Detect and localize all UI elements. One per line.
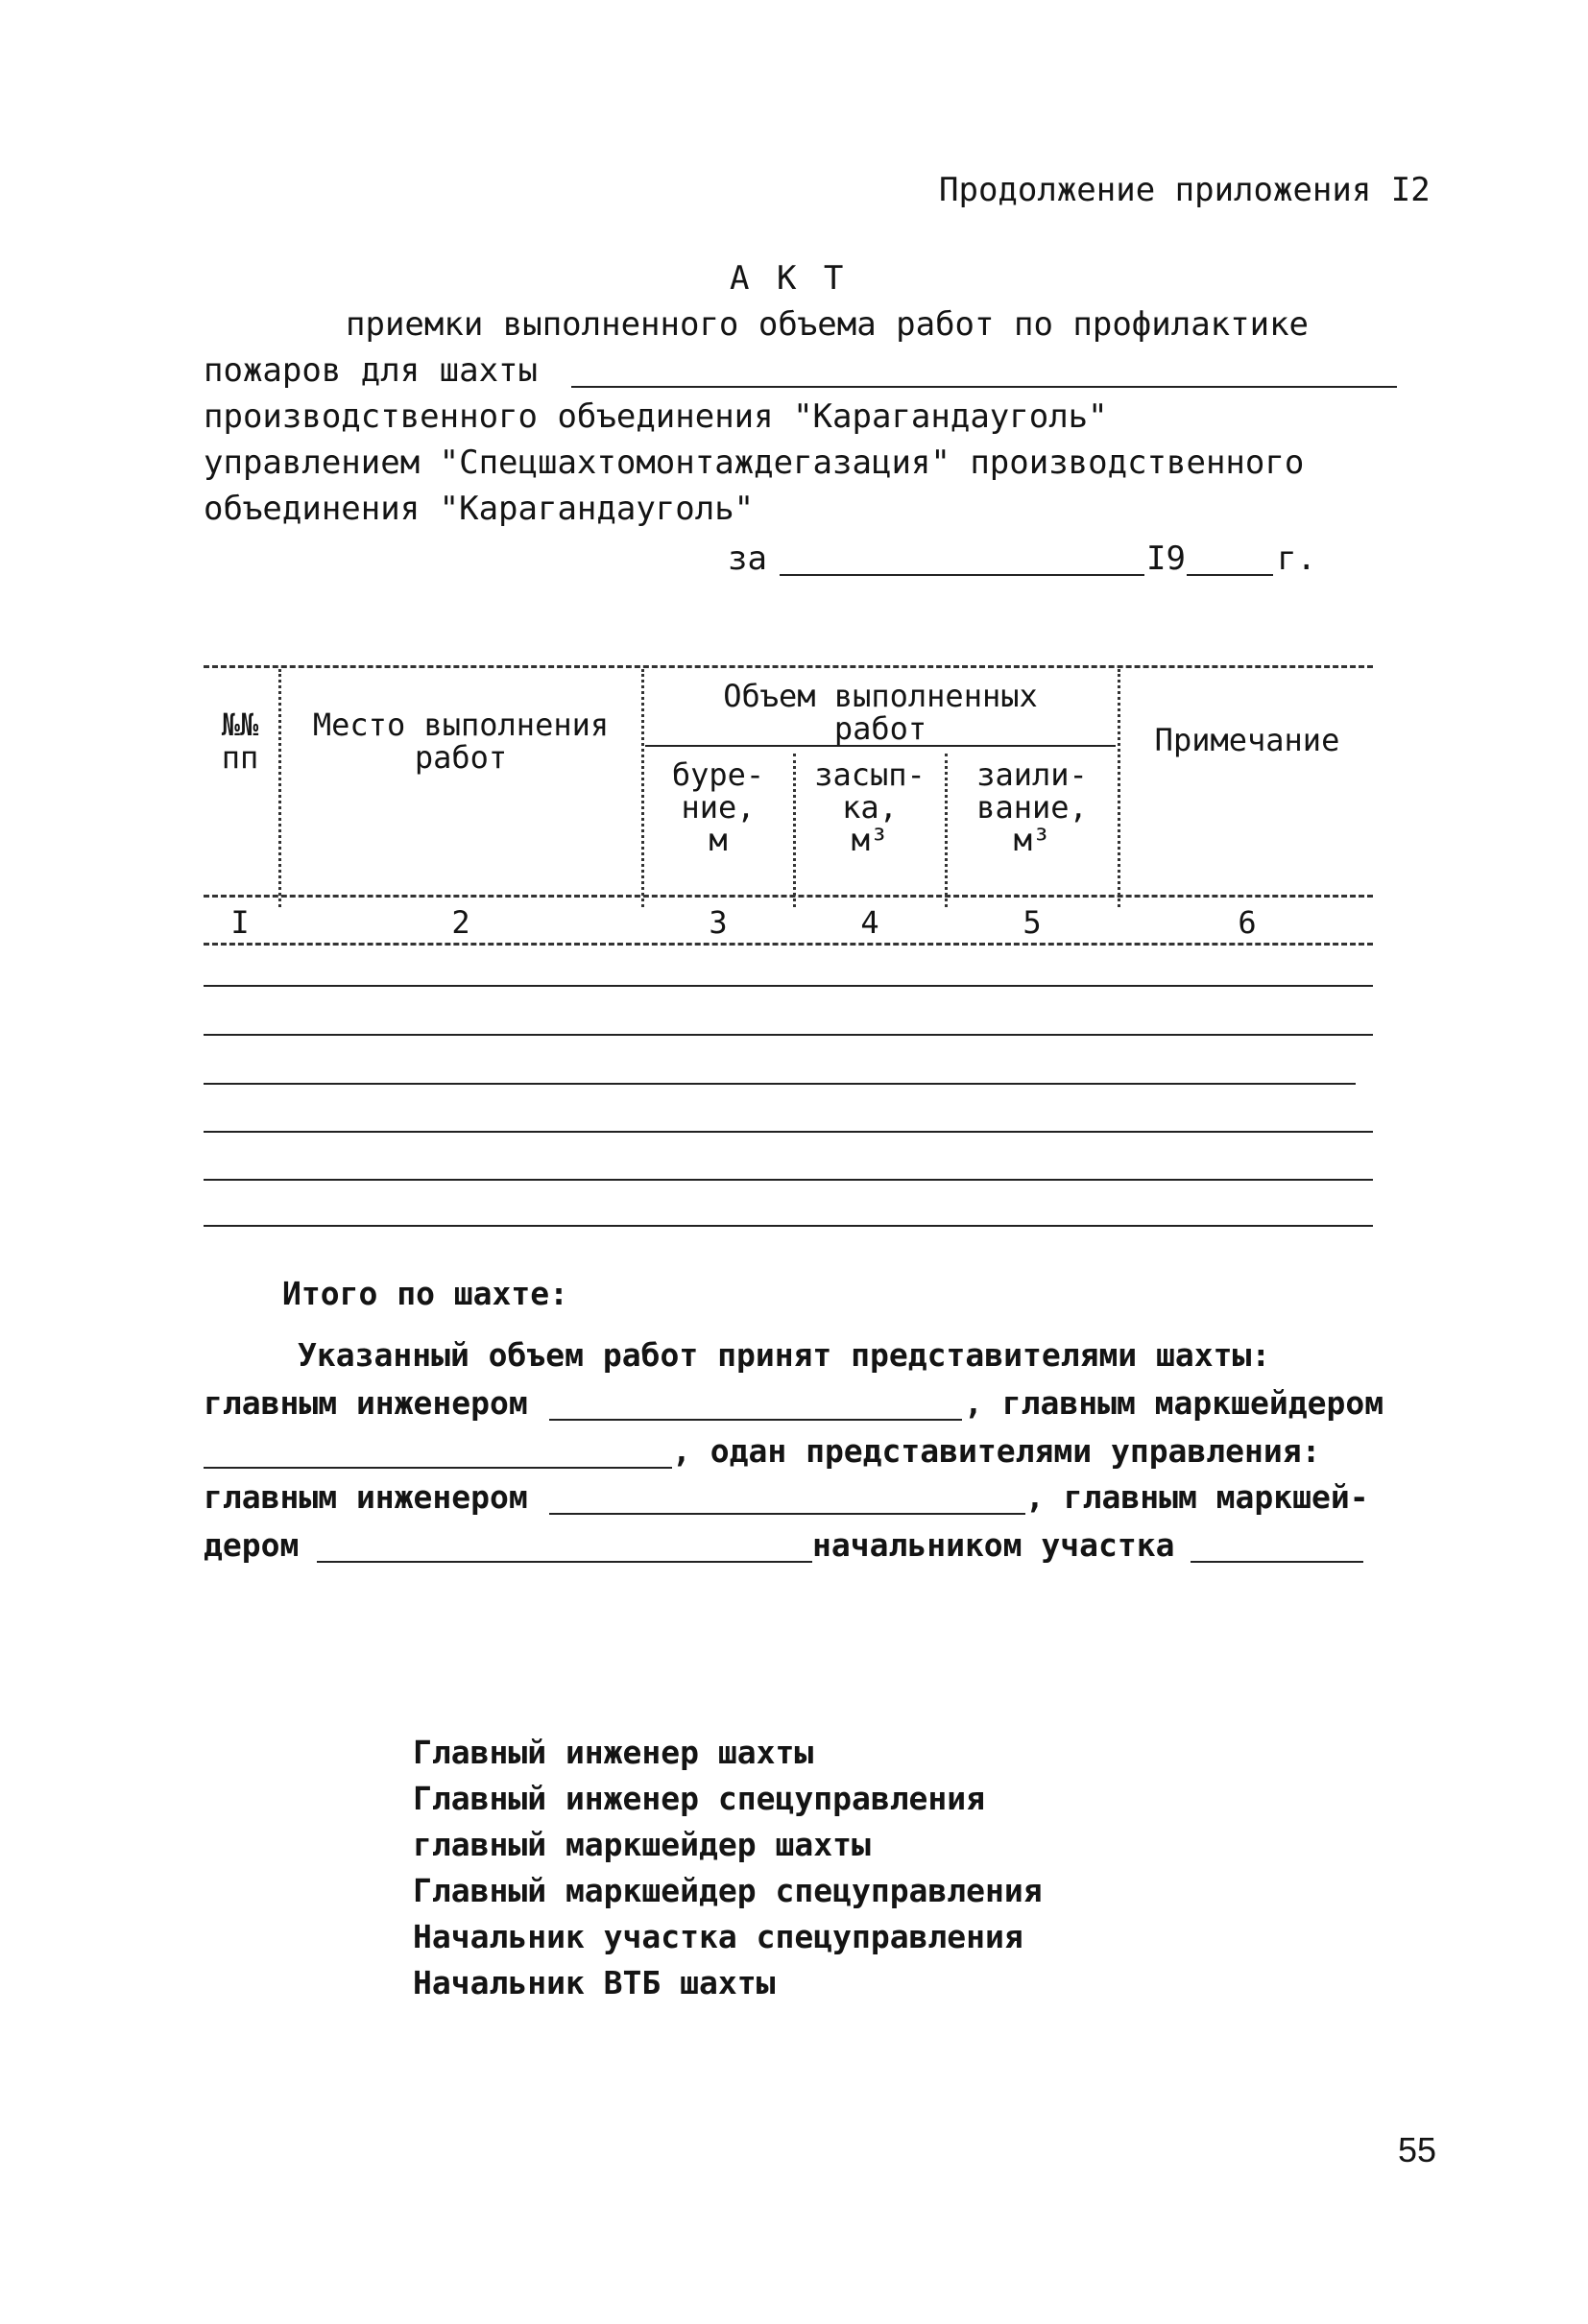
chief-surveyor-label: , главным маркшейдером [964,1384,1384,1422]
period-blank[interactable] [780,574,1144,576]
signature-line: главный маркшейдер шахты [413,1826,871,1863]
col-divider [793,754,796,907]
section-head-blank[interactable] [1191,1561,1363,1563]
signature-line: Начальник участка спецуправления [413,1918,1023,1955]
accepted-line: Указанный объем работ принят представителями шахты: [298,1336,1271,1374]
column-number: 6 [1238,904,1257,941]
column-number: 4 [860,904,879,941]
act-title: А К Т [730,259,848,298]
chief-engineer2-blank[interactable] [549,1513,1025,1515]
mine-name-blank[interactable] [571,386,1397,388]
header-cell-drilling: буре- ние, м [671,756,765,858]
chief-engineer-blank[interactable] [549,1419,962,1421]
signature-line: Главный инженер спецуправления [413,1780,986,1817]
section-head-label: начальником участка [812,1526,1175,1564]
chief-engineer-label: главным инженером [204,1384,528,1422]
column-number: I [230,904,250,941]
table-row[interactable] [204,1083,1356,1085]
table-row[interactable] [204,985,1373,987]
header-cell-volume: Объем выполненных работ [723,678,1038,747]
column-number: 2 [451,904,470,941]
header-cell-note: Примечание [1154,722,1340,758]
header-cell-place: Место выполнения работ [312,707,610,776]
act-subtitle-line5: объединения "Карагандауголь" [204,490,755,528]
signature-line: Главный маркшейдер спецуправления [413,1872,1043,1909]
header-cell-backfill: засып- ка, м³ [814,756,926,858]
numbers-bottom-border [204,943,1373,946]
year-blank[interactable] [1187,574,1273,576]
chief-engineer2-label: главным инженером [204,1478,528,1516]
chief-surveyor-blank[interactable] [204,1467,672,1469]
column-number: 5 [1023,904,1042,941]
chief-surveyor2-label: , главным маркшей- [1025,1478,1369,1516]
chief-surveyor2-blank[interactable] [317,1561,812,1563]
table-row[interactable] [204,1179,1373,1181]
col-divider [641,669,644,907]
column-number: 3 [709,904,728,941]
col-divider [1118,669,1120,907]
col-divider [278,669,281,907]
page-number: 55 [1398,2130,1437,2169]
signature-line: Главный инженер шахты [413,1734,814,1771]
header-bottom-border [204,895,1373,898]
total-label: Итого по шахте: [282,1275,569,1312]
header-cell-number: №№ пп [221,707,259,776]
handed-over-label: , одан представителями управления: [672,1432,1321,1470]
act-subtitle-line4: управлением "Спецшахтомонтаждегазация" производственного [204,443,1305,482]
continuation-header: Продолжение приложения I2 [939,171,1431,209]
col-divider [945,754,948,907]
year-suffix: г. [1277,539,1316,578]
year-prefix: I9 [1146,539,1186,578]
table-row[interactable] [204,1034,1373,1036]
header-cell-silting: заили- вание, м³ [976,756,1088,858]
act-subtitle-line2: пожаров для шахты [204,351,538,390]
signature-line: Начальник ВТБ шахты [413,1964,776,2001]
act-subtitle-line1: приемки выполненного объема работ по профилактике [346,305,1310,344]
table-row[interactable] [204,1131,1373,1133]
act-subtitle-line3: производственного объединения "Карагандауголь" [204,397,1108,436]
surveyor-cont-label: дером [204,1526,300,1564]
table-row[interactable] [204,1225,1373,1227]
table-top-border [204,665,1373,668]
period-label: за [728,539,767,578]
